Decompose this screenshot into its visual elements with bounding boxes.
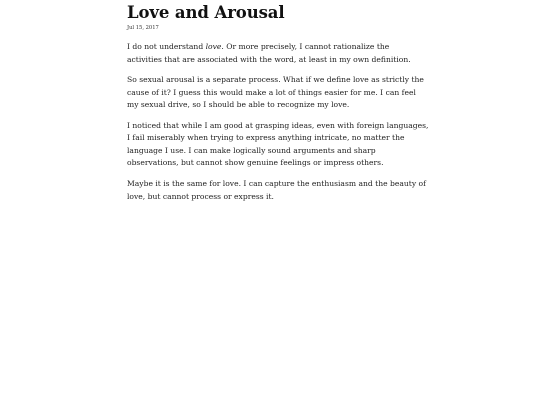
paragraph-4-line-2: love, but cannot process or express it. [127,191,274,201]
paragraph-3-line-4: observations, but cannot show genuine feelings or impress others. [127,158,384,168]
paragraph-2 [127,74,424,112]
paragraph-3-line-2: I fail miserably when trying to express anything intricate, no matter the [127,133,405,143]
paragraph-3-line-3: language I use. I can make logically sound arguments and sharp [127,145,376,155]
text-segment: I do not understand [127,42,206,51]
paragraph-1-line-2: activities that are associated with the word, at least in my own definition. [127,54,411,64]
post-body [127,41,429,203]
paragraph-4 [127,178,426,203]
post-title: Love and Arousal [127,3,285,22]
paragraph-3-line-1: I noticed that while I am good at grasping ideas, even with foreign languages, [127,120,429,130]
blog-post [127,0,429,211]
paragraph-2-line-1: So sexual arousal is a separate process. What if we define love as strictly the [127,75,424,85]
emphasis-love: love [205,42,222,51]
text-segment: . Or more precisely, I cannot rationalize the [221,42,390,51]
paragraph-1-line-1 [127,41,389,54]
paragraph-4-line-1: Maybe it is the same for love. I can capture the enthusiasm and the beauty of [127,179,426,189]
paragraph-3 [127,120,429,170]
paragraph-2-line-3: my sexual drive, so I should be able to recognize my love. [127,100,350,110]
paragraph-2-line-2: cause of it? I guess this would make a lot of things easier for me. I can feel [127,87,416,97]
post-date: Jul 15, 2017 [127,25,159,31]
paragraph-1 [127,41,411,66]
